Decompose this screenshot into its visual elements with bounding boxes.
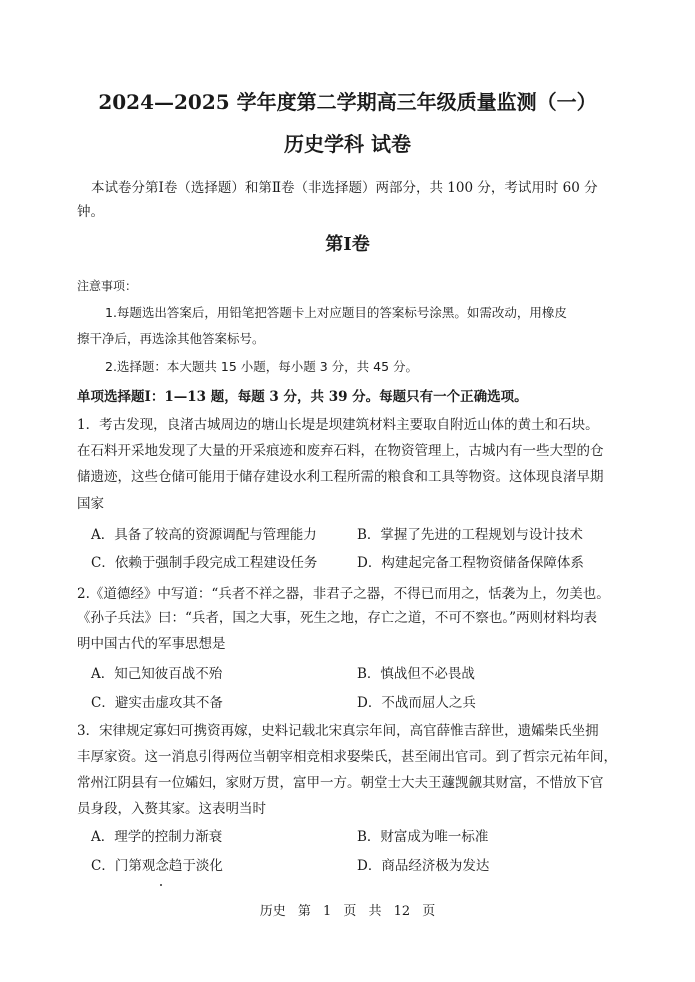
section-heading: 单项选择题Ⅰ：1—13 题，每题 3 分，共 39 分。每题只有一个正确选项。	[77, 389, 528, 405]
exam-subtitle: 历史学科 试卷	[284, 132, 411, 156]
volume-title: 第Ⅰ卷	[325, 234, 370, 255]
exam-title: 2024—2025 学年度第二学期高三年级质量监测（一）	[98, 90, 597, 114]
q2-option-d: D．不战而屈人之兵	[357, 695, 476, 711]
stray-mark	[160, 884, 162, 886]
notes-item-2: 2.选择题：本大题共 15 小题，每小题 3 分，共 45 分。	[105, 359, 419, 374]
q2-option-b: B．慎战但不必畏战	[357, 666, 475, 682]
q1-option-d: D．构建起完备工程物资储备保障体系	[357, 555, 584, 571]
page-footer: 历史 第 1 页 共 12 页	[259, 904, 436, 919]
q3-option-c: C．门第观念趋于淡化	[91, 858, 223, 874]
q1-option-b: B．掌握了先进的工程规划与设计技术	[357, 527, 583, 543]
notes-item-1-line-2: 擦干净后，再选涂其他答案标号。	[77, 331, 265, 346]
q3-line-3: 常州江阴县有一位孀妇，家财万贯，富甲一方。朝堂士大夫王蘧觊觎其财富，不惜放下官	[77, 775, 604, 791]
notes-heading: 注意事项：	[77, 279, 138, 293]
q3-line-1: 3．宋律规定寡妇可携资再嫁，史料记载北宋真宗年间，高官薛惟吉辞世，遗孀柴氏坐拥	[77, 723, 599, 739]
q1-option-a: A．具备了较高的资源调配与管理能力	[91, 527, 317, 543]
q3-option-b: B．财富成为唯一标准	[357, 829, 489, 845]
q2-option-c: C．避实击虚攻其不备	[91, 695, 223, 711]
q2-line-3: 明中国古代的军事思想是	[77, 636, 226, 652]
q3-option-d: D．商品经济极为发达	[357, 858, 490, 874]
q2-line-2: 《孙子兵法》曰：“兵者，国之大事，死生之地，存亡之道，不可不察也。”两则材料均表	[77, 610, 598, 626]
notes-item-1-line-1: 1.每题选出答案后，用铅笔把答题卡上对应题目的答案标号涂黑。如需改动，用橡皮	[105, 305, 567, 320]
q1-line-4: 国家	[77, 496, 104, 512]
q3-line-4: 员身段，入赘其家。这表明当时	[77, 801, 266, 817]
q1-line-1: 1．考古发现，良渚古城周边的塘山长堤是坝建筑材料主要取自附近山体的黄土和石块。	[77, 417, 599, 433]
q2-line-1: 2.《道德经》中写道：“兵者不祥之器，非君子之器，不得已而用之，恬袭为上，勿美也。	[77, 586, 610, 602]
intro-line-1: 本试卷分第Ⅰ卷（选择题）和第Ⅱ卷（非选择题）两部分，共 100 分，考试用时 60 分	[91, 180, 598, 196]
q1-line-2: 在石料开采地发现了大量的开采痕迹和废弃石料，在物资管理上，古城内有一些大型的仓	[77, 443, 604, 459]
intro-line-2: 钟。	[77, 204, 104, 220]
q1-option-c: C．依赖于强制手段完成工程建设任务	[91, 555, 318, 571]
q3-line-2: 丰厚家资。这一消息引得两位当朝宰相竞相求娶柴氏，甚至闹出官司。到了哲宗元祐年间，	[77, 749, 617, 765]
q1-line-3: 储遗迹，这些仓储可能用于储存建设水利工程所需的粮食和工具等物资。这体现良渚早期	[77, 469, 604, 485]
q2-option-a: A．知己知彼百战不殆	[91, 666, 223, 682]
q3-option-a: A．理学的控制力渐衰	[91, 829, 223, 845]
